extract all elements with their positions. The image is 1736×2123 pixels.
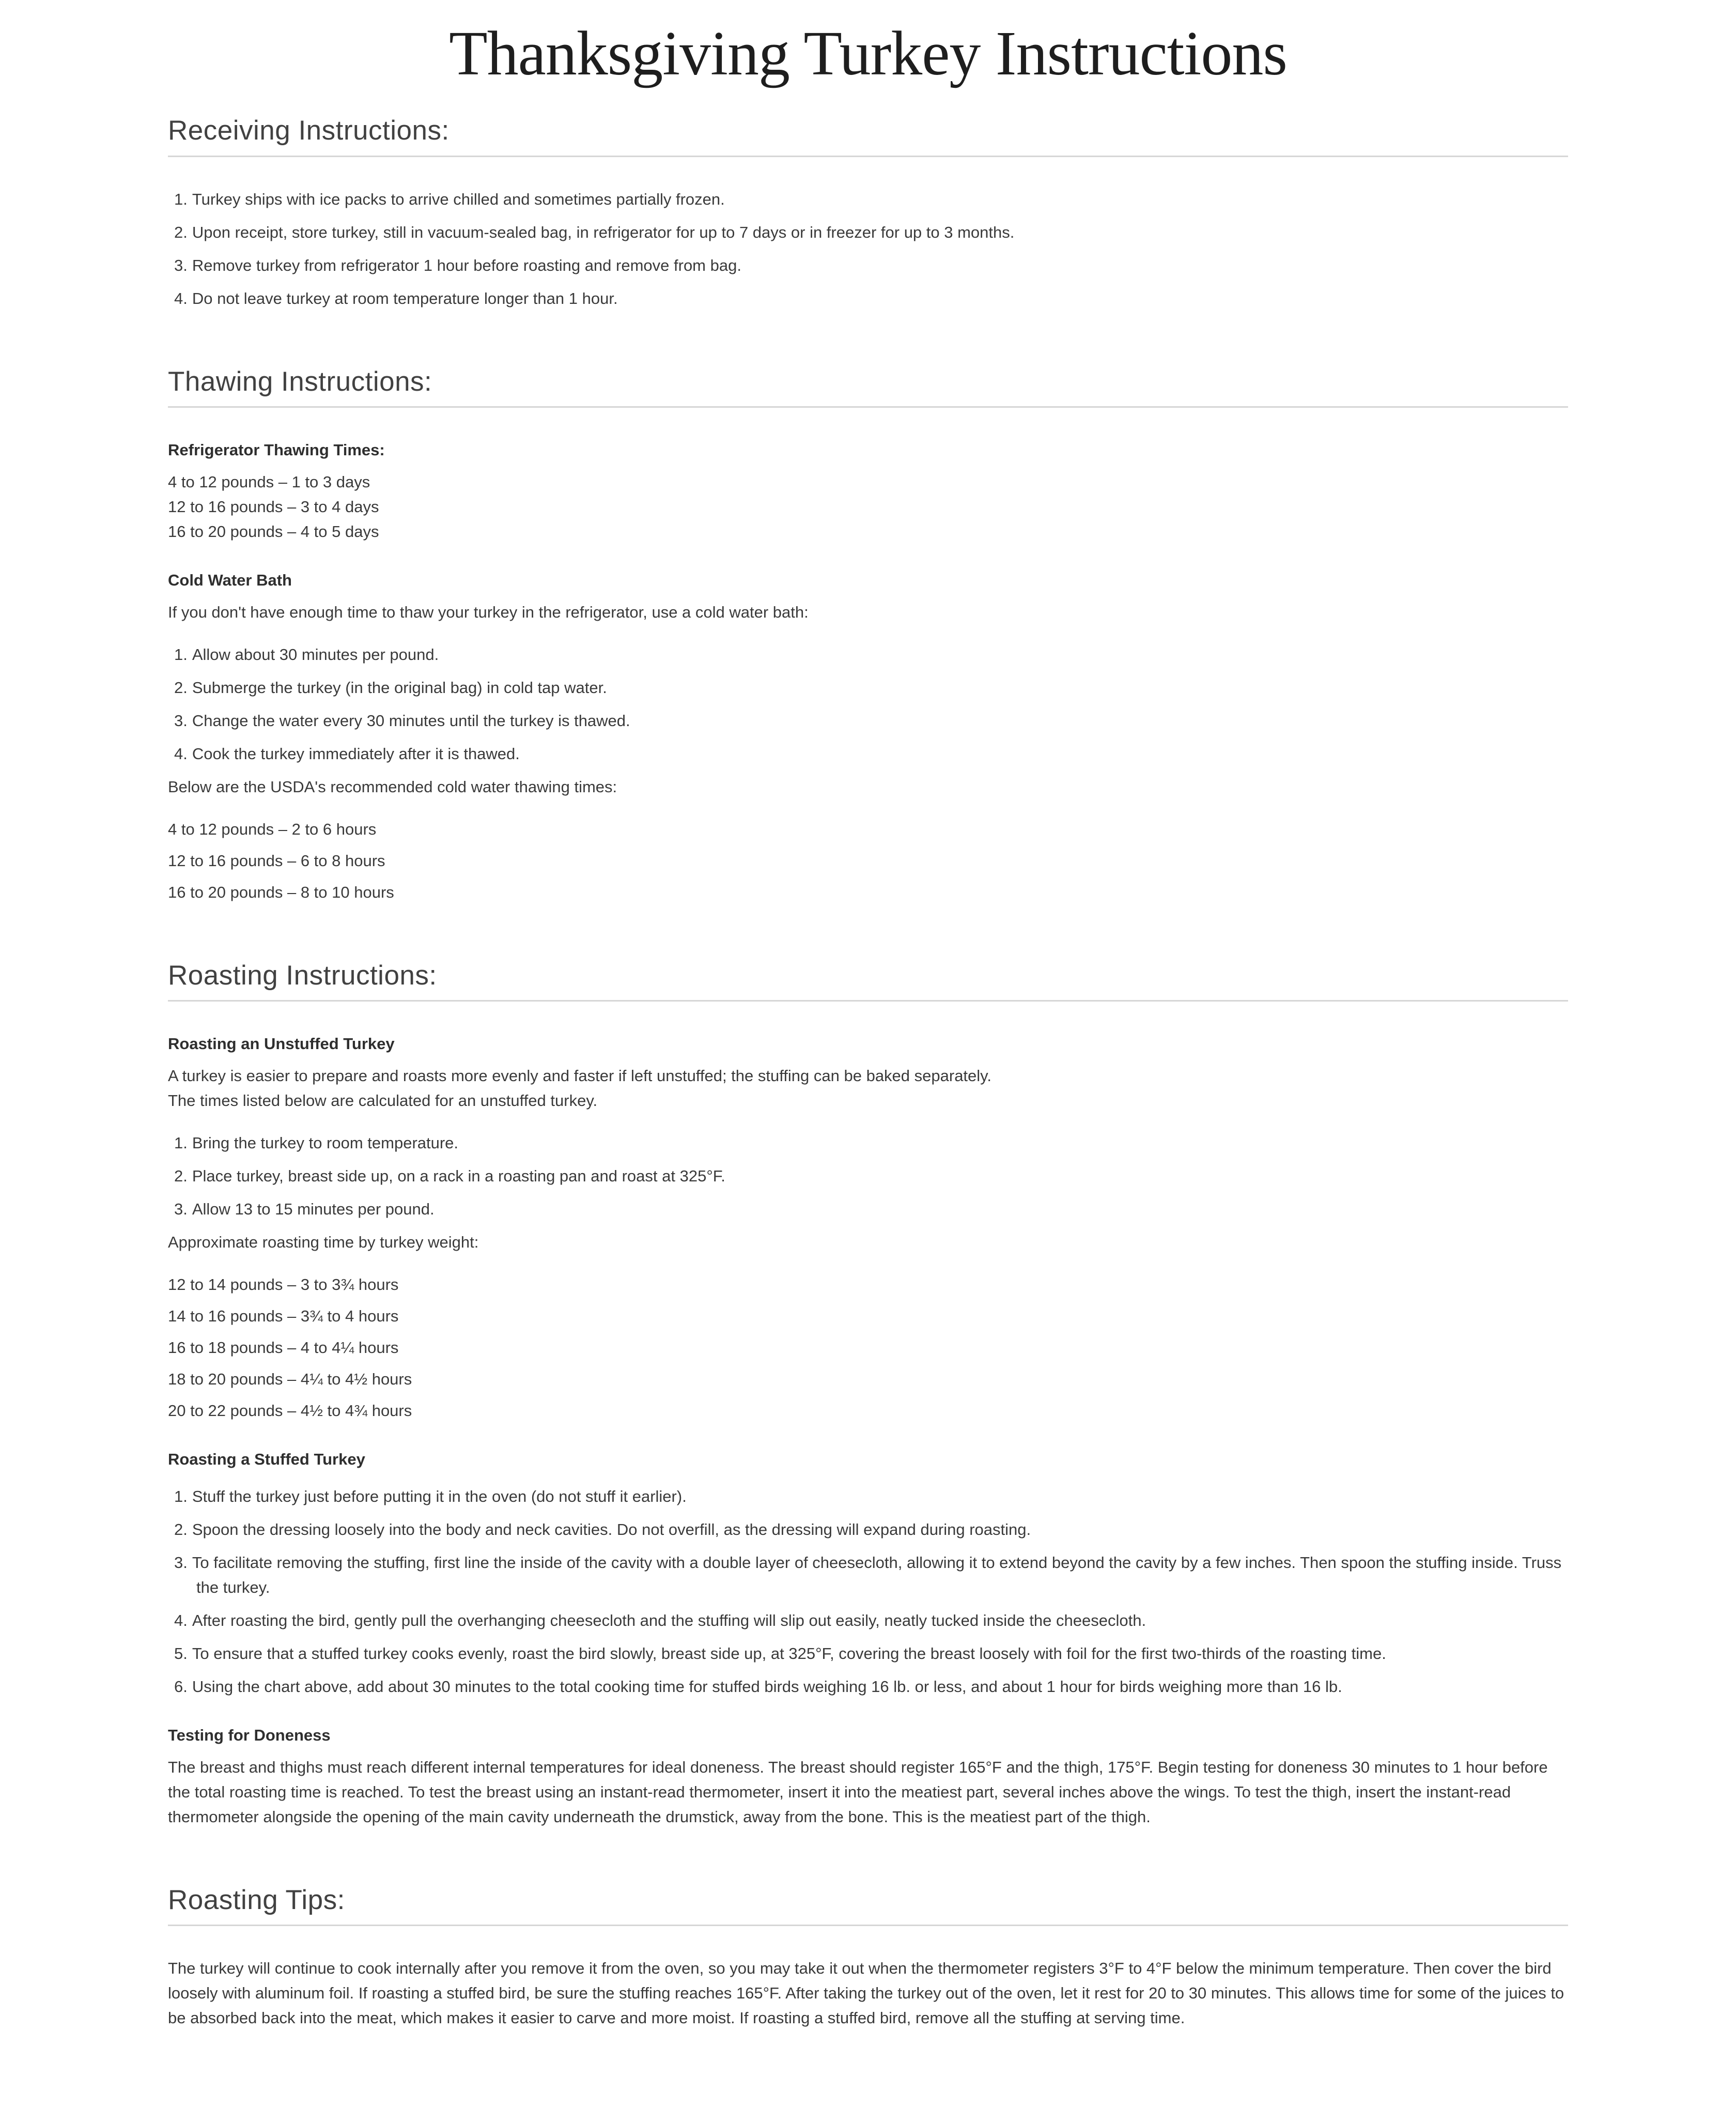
cold-water-intro: If you don't have enough time to thaw your turkey in the refrigerator, use a cold water bath: [168,603,809,621]
list-item-number: 1. [174,1134,188,1152]
list-item-text: Submerge the turkey (in the original bag) in cold tap water. [192,678,607,697]
intro-line: A turkey is easier to prepare and roasts more evenly and faster if left unstuffed; the stuffing can be baked separately. [168,1067,991,1085]
list-item-number: 3. [174,711,188,730]
list-item-text: Turkey ships with ice packs to arrive chilled and sometimes partially frozen. [192,190,725,208]
refrigerator-times-heading: Refrigerator Thawing Times: [168,440,385,459]
usda-times-list [168,817,1568,905]
time-line: 12 to 16 pounds – 3 to 4 days [168,497,379,516]
list-item-text: Allow about 30 minutes per pound. [192,645,439,664]
doneness-heading: Testing for Doneness [168,1726,331,1745]
section-divider [168,156,1568,157]
list-item-text: Place turkey, breast side up, on a rack in a roasting pan and roast at 325°F. [192,1167,725,1186]
usda-intro: Below are the USDA's recommended cold water thawing times: [168,777,617,796]
list-item-number: 2. [174,1520,188,1539]
roasting-times-intro: Approximate roasting time by turkey weight: [168,1233,479,1252]
section-divider [168,1000,1568,1002]
list-item-text: Do not leave turkey at room temperature longer than 1 hour. [192,289,618,307]
list-item [174,1674,1568,1699]
list-item-number: 2. [174,223,188,241]
list-item-text: Allow 13 to 15 minutes per pound. [192,1200,435,1219]
list-item-text: After roasting the bird, gently pull the overhanging cheesecloth and the stuffing will slip out easily, neatly tucked inside the cheesecloth. [192,1611,1146,1630]
list-item [174,220,1568,245]
list-item-text: Spoon the dressing loosely into the body and neck cavities. Do not overfill, as the dressing will expand during roasting. [192,1520,1031,1539]
list-item [174,286,1568,311]
list-item [174,742,1568,766]
list-item-number: 1. [174,645,188,664]
list-item [174,1197,1568,1222]
list-item [174,1517,1568,1542]
list-item [174,642,1568,667]
list-item-number: 3. [174,256,188,274]
list-item [174,1164,1568,1189]
tips-paragraph: The turkey will continue to cook internally after you remove it from the oven, so you may take it out when the thermometer registers 3°F to 4°F below the minimum temperature. Then cover the bird loosely with aluminum foil. If roasting a stuffed bird, be sure the stuffing reaches 165°F. After taking the turkey out of the oven, let it rest for 20 to 30 minutes. This allows time for some of the juices to be absorbed back into the meat, which makes it easier to carve and more moist. If roasting a stuffed bird, remove all the stuffing at serving time. [168,1959,1564,2027]
list-item-text: Change the water every 30 minutes until the turkey is thawed. [192,711,630,730]
list-item [174,1608,1568,1633]
list-item [174,675,1568,700]
time-line: 18 to 20 pounds – 4¼ to 4½ hours [168,1370,412,1389]
intro-line: The times listed below are calculated for an unstuffed turkey. [168,1091,598,1110]
unstuffed-intro [168,1064,1568,1113]
receiving-steps-list [168,187,1568,311]
unstuffed-heading: Roasting an Unstuffed Turkey [168,1035,395,1053]
list-item-text: Cook the turkey immediately after it is thawed. [192,744,520,763]
list-item [174,253,1568,278]
time-line: 12 to 14 pounds – 3 to 3¾ hours [168,1275,399,1294]
time-line: 14 to 16 pounds – 3¾ to 4 hours [168,1307,399,1326]
list-item [174,1641,1568,1666]
section-roasting [168,959,1568,1829]
list-item-number: 6. [174,1678,188,1696]
list-item [174,1131,1568,1156]
time-line: 12 to 16 pounds – 6 to 8 hours [168,851,385,870]
list-item-text: Using the chart above, add about 30 minutes to the total cooking time for stuffed birds weighing 16 lb. or less, and about 1 hour for birds weighing more than 16 lb. [192,1678,1342,1696]
receiving-heading: Receiving Instructions: [168,115,450,146]
list-item-text: Remove turkey from refrigerator 1 hour before roasting and remove from bag. [192,256,741,274]
time-line: 4 to 12 pounds – 2 to 6 hours [168,820,377,838]
section-divider [168,406,1568,408]
section-thawing [168,365,1568,905]
document-content [168,0,1568,2030]
list-item [174,1550,1568,1600]
list-item-number: 4. [174,1611,188,1630]
stuffed-heading: Roasting a Stuffed Turkey [168,1450,365,1469]
time-line: 4 to 12 pounds – 1 to 3 days [168,472,370,491]
time-line: 20 to 22 pounds – 4½ to 4¾ hours [168,1402,412,1420]
list-item-text: Stuff the turkey just before putting it in the oven (do not stuff it earlier). [192,1487,687,1506]
cold-water-steps-list [168,642,1568,766]
section-divider [168,1925,1568,1926]
list-item-number: 2. [174,678,188,697]
time-line: 16 to 20 pounds – 8 to 10 hours [168,883,394,901]
roasting-heading: Roasting Instructions: [168,960,437,991]
refrigerator-times-list [168,470,1568,544]
section-receiving [168,114,1568,311]
list-item-text: To facilitate removing the stuffing, first line the inside of the cavity with a double layer of cheesecloth, allowing it to extend beyond the cavity by a few inches. Then spoon the stuffing inside. Truss the turkey. [192,1553,1562,1597]
doneness-paragraph: The breast and thighs must reach different internal temperatures for ideal doneness. The breast should register 165°F and the thigh, 175°F. Begin testing for doneness 30 minutes to 1 hour before the total roasting time is reached. To test the breast using an instant-read thermometer, insert it into the meatiest part, several inches above the wings. To test the thigh, insert the instant-read thermometer alongside the opening of the main cavity underneath the drumstick, away from the bone. This is the meatiest part of the thigh. [168,1758,1548,1826]
cold-water-heading: Cold Water Bath [168,571,292,589]
section-tips [168,1883,1568,2030]
tips-heading: Roasting Tips: [168,1885,345,1916]
roasting-times-list [168,1272,1568,1423]
list-item-number: 1. [174,1487,188,1506]
list-item-number: 3. [174,1553,188,1572]
list-item-number: 4. [174,744,188,763]
list-item-text: Upon receipt, store turkey, still in vacuum-sealed bag, in refrigerator for up to 7 days or in freezer for up to 3 months. [192,223,1015,241]
page-title: Thanksgiving Turkey Instructions [449,19,1287,88]
list-item-number: 3. [174,1200,188,1219]
time-line: 16 to 18 pounds – 4 to 4¼ hours [168,1339,399,1357]
list-item [174,1484,1568,1509]
list-item-number: 1. [174,190,188,208]
list-item-text: To ensure that a stuffed turkey cooks evenly, roast the bird slowly, breast side up, at 325°F, covering the breast loosely with foil for the first two-thirds of the roasting time. [192,1644,1386,1663]
list-item-number: 2. [174,1167,188,1186]
list-item-number: 4. [174,289,188,307]
stuffed-steps-list [168,1484,1568,1699]
list-item-text: Bring the turkey to room temperature. [192,1134,459,1152]
thawing-heading: Thawing Instructions: [168,366,432,397]
list-item-number: 5. [174,1644,188,1663]
list-item [174,709,1568,733]
unstuffed-steps-list [168,1131,1568,1222]
list-item [174,187,1568,212]
time-line: 16 to 20 pounds – 4 to 5 days [168,522,379,541]
